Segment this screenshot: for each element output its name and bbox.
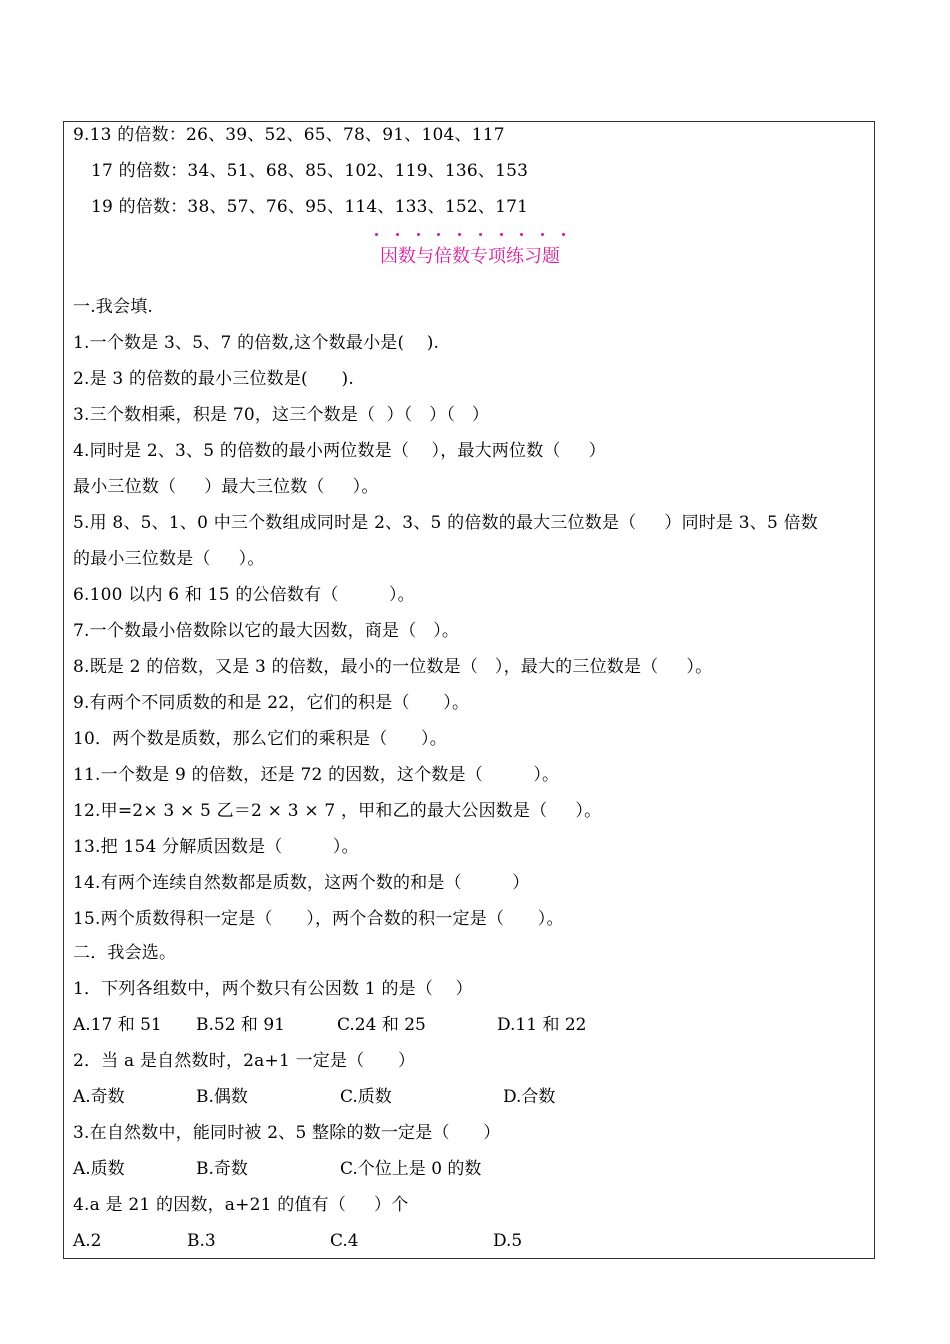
choice-option: A.17 和 51 xyxy=(73,1015,162,1035)
choice-option: C.个位上是 0 的数 xyxy=(340,1159,482,1179)
fill-item-3: 3.三个数相乘，积是 70，这三个数是（ ）（ ）（ ） xyxy=(73,405,490,425)
fill-item-6: 6.100 以内 6 和 15 的公倍数有（ ）。 xyxy=(73,585,415,605)
choice-option: C.4 xyxy=(330,1231,359,1251)
emphasis-dot xyxy=(437,233,440,236)
page-title: 因数与倍数专项练习题 xyxy=(380,246,560,267)
fill-item-14: 14.有两个连续自然数都是质数，这两个数的和是（ ） xyxy=(73,873,530,893)
choice-option: A.质数 xyxy=(73,1159,125,1179)
fill-item-13: 13.把 154 分解质因数是（ ）。 xyxy=(73,837,359,857)
fill-item-10: 10．两个数是质数，那么它们的乘积是（ ）。 xyxy=(73,729,447,749)
emphasis-dot xyxy=(458,233,461,236)
fill-item-7: 7.一个数最小倍数除以它的最大因数，商是（ ）。 xyxy=(73,621,460,641)
page-frame xyxy=(63,121,875,1259)
choice-option: A.奇数 xyxy=(73,1087,125,1107)
emphasis-dot xyxy=(520,233,523,236)
emphasis-dot xyxy=(479,233,482,236)
multiples-line-19: 19 的倍数：38、57、76、95、114、133、152、171 xyxy=(91,197,529,217)
multiples-line-13: 9.13 的倍数：26、39、52、65、78、91、104、117 xyxy=(73,125,505,145)
choice-question-2: 2．当 a 是自然数时，2a+1 一定是（ ） xyxy=(73,1051,416,1071)
choice-question-3: 3.在自然数中，能同时被 2、5 整除的数一定是（ ） xyxy=(73,1123,501,1143)
fill-item-5: 5.用 8、5、1、0 中三个数组成同时是 2、3、5 的倍数的最大三位数是（ ）同时是 3、5 倍数 xyxy=(73,513,819,533)
fill-item-12: 12.甲=2× 3 × 5 乙＝2 × 3 × 7 ，甲和乙的最大公因数是（ ）。 xyxy=(73,801,602,821)
choice-option: D.合数 xyxy=(503,1087,556,1107)
fill-item-4-cont: 最小三位数（ ）最大三位数（ ）。 xyxy=(73,477,379,497)
fill-item-1: 1.一个数是 3、5、7 的倍数,这个数最小是( ). xyxy=(73,333,440,353)
choice-option: D.5 xyxy=(493,1231,523,1251)
emphasis-dot xyxy=(396,233,399,236)
multiples-line-17: 17 的倍数：34、51、68、85、102、119、136、153 xyxy=(91,161,529,181)
section2-heading: 二．我会选。 xyxy=(73,943,177,963)
choice-option: C.24 和 25 xyxy=(337,1015,426,1035)
fill-item-2: 2.是 3 的倍数的最小三位数是( ). xyxy=(73,369,354,389)
choice-option: B.52 和 91 xyxy=(196,1015,285,1035)
fill-item-8: 8.既是 2 的倍数，又是 3 的倍数，最小的一位数是（ ），最大的三位数是（ ）。 xyxy=(73,657,713,677)
fill-item-11: 11.一个数是 9 的倍数，还是 72 的因数，这个数是（ ）。 xyxy=(73,765,560,785)
fill-item-5-cont: 的最小三位数是（ ）。 xyxy=(73,549,265,569)
emphasis-dot xyxy=(562,233,565,236)
title-emphasis-dots xyxy=(375,233,565,243)
choice-option: B.3 xyxy=(187,1231,216,1251)
emphasis-dot xyxy=(417,233,420,236)
choice-option: B.偶数 xyxy=(196,1087,248,1107)
choice-question-4: 4.a 是 21 的因数，a+21 的值有（ ）个 xyxy=(73,1195,409,1215)
choice-option: B.奇数 xyxy=(196,1159,248,1179)
section1-heading: 一.我会填. xyxy=(73,297,154,317)
fill-item-15: 15.两个质数得积一定是（ ），两个合数的积一定是（ ）。 xyxy=(73,909,564,929)
choice-option: A.2 xyxy=(73,1231,102,1251)
fill-item-4: 4.同时是 2、3、5 的倍数的最小两位数是（ ），最大两位数（ ） xyxy=(73,441,606,461)
emphasis-dot xyxy=(541,233,544,236)
emphasis-dot xyxy=(500,233,503,236)
emphasis-dot xyxy=(375,233,378,236)
choice-option: C.质数 xyxy=(340,1087,392,1107)
choice-question-1: 1．下列各组数中，两个数只有公因数 1 的是（ ） xyxy=(73,979,473,999)
choice-option: D.11 和 22 xyxy=(497,1015,587,1035)
fill-item-9: 9.有两个不同质数的和是 22，它们的积是（ ）。 xyxy=(73,693,470,713)
